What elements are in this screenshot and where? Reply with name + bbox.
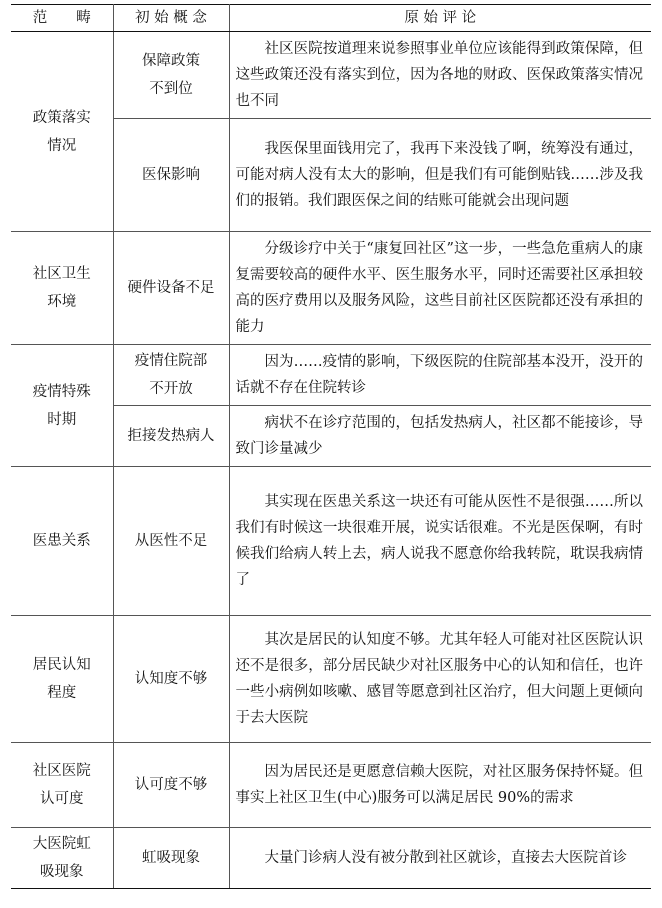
- category-cell: [11, 828, 113, 889]
- comment-cell: [229, 345, 651, 406]
- comment-cell: [229, 406, 651, 467]
- header-row: [11, 5, 651, 32]
- concept-cell: [113, 345, 229, 406]
- header-concept: 初 始 概 念: [113, 5, 229, 32]
- concept-label: 从医性不足: [134, 533, 208, 549]
- comment-text: 社区医院按道理来说参照事业单位应该能得到政策保障，但这些政策还没有落实到位，因为各地的财政、医保政策落实情况也不同: [235, 41, 643, 109]
- concept-cell: [113, 232, 229, 345]
- category-cell: [11, 32, 113, 232]
- comment-text: 其次是居民的认知度不够。尤其年轻人可能对社区医院认识还不是很多，部分居民缺少对社区服务中心的认知和信任，也许一些小病例如咳嗽、感冒等愿意到社区治疗，但大问题上更倾向于去大医院: [235, 632, 643, 726]
- table-row: [11, 743, 651, 828]
- category-cell: [11, 467, 113, 616]
- header-comment: 原 始 评 论: [229, 5, 651, 32]
- table-row: [11, 232, 651, 345]
- comment-text: 其实现在医患关系这一块还有可能从医性不是很强……所以我们有时候这一块很难开展，说实话很难。不光是医保啊，有时候我们给病人转上去，病人说我不愿意你给我转院，耽误我病情了: [235, 494, 643, 588]
- concept-label: 虹吸现象: [142, 850, 200, 866]
- evidence-table: [11, 4, 651, 889]
- comment-cell: [229, 616, 651, 743]
- comment-cell: [229, 828, 651, 889]
- comment-text: 大量门诊病人没有被分散到社区就诊，直接去大医院首诊: [264, 850, 627, 866]
- concept-cell: [113, 406, 229, 467]
- concept-label: 疫情住院部 不开放: [134, 353, 208, 397]
- concept-cell: [113, 616, 229, 743]
- table-row: [11, 467, 651, 616]
- concept-cell: [113, 119, 229, 232]
- category-cell: [11, 232, 113, 345]
- concept-label: 认可度不够: [134, 777, 208, 793]
- category-cell: [11, 743, 113, 828]
- table-row: [11, 828, 651, 889]
- concept-label: 认知度不够: [134, 671, 208, 687]
- concept-label: 拒接发热病人: [127, 428, 215, 444]
- comment-text: 我医保里面钱用完了，我再下来没钱了啊，统筹没有通过，可能对病人没有太大的影响，但是我们有可能倒贴钱……涉及我们的报销。我们跟医保之间的结账可能就会出现问题: [235, 141, 643, 209]
- category-cell: [11, 345, 113, 467]
- comment-text: 分级诊疗中关于“康复回社区”这一步，一些急危重病人的康复需要较高的硬件水平、医生服务水平，同时还需要社区承担较高的医疗费用以及服务风险，这些目前社区医院都还没有承担的能力: [235, 241, 643, 335]
- comment-cell: [229, 32, 651, 119]
- table-row: [11, 32, 651, 119]
- category-label: 医患关系: [32, 533, 91, 549]
- comment-text: 因为居民还是更愿意信赖大医院，对社区服务保持怀疑。但事实上社区卫生(中心)服务可以满足居民 90%的需求: [235, 764, 643, 806]
- concept-cell: [113, 828, 229, 889]
- category-cell: [11, 616, 113, 743]
- comment-text: 病状不在诊疗范围的，包括发热病人，社区都不能接诊，导致门诊量减少: [235, 415, 643, 457]
- header-category: 范 畴: [11, 5, 113, 32]
- comment-cell: [229, 232, 651, 345]
- concept-cell: [113, 467, 229, 616]
- concept-label: 硬件设备不足: [127, 280, 215, 296]
- comment-cell: [229, 467, 651, 616]
- category-label: 大医院虹 吸现象: [32, 836, 91, 880]
- concept-cell: [113, 743, 229, 828]
- category-label: 社区医院 认可度: [32, 763, 91, 807]
- comment-cell: [229, 119, 651, 232]
- category-label: 居民认知 程度: [32, 657, 91, 701]
- comment-cell: [229, 743, 651, 828]
- category-label: 政策落实 情况: [32, 109, 91, 154]
- concept-label: 医保影响: [142, 167, 200, 183]
- table-row: [11, 616, 651, 743]
- concept-label: 保障政策 不到位: [142, 53, 200, 97]
- concept-cell: [113, 32, 229, 119]
- category-label: 社区卫生 环境: [32, 266, 91, 310]
- table-row: [11, 345, 651, 406]
- comment-text: 因为……疫情的影响，下级医院的住院部基本没开，没开的话就不存在住院转诊: [235, 354, 643, 396]
- category-label: 疫情特殊 时期: [32, 383, 91, 428]
